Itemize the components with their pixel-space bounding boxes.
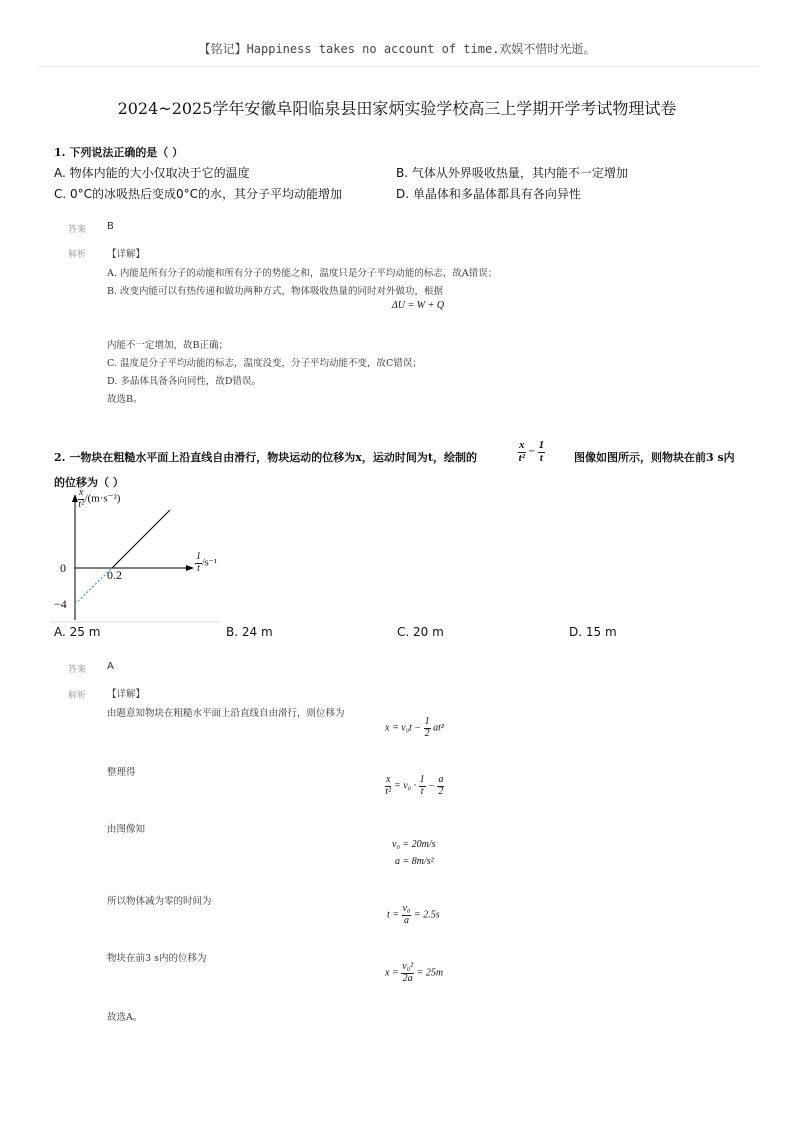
- header-divider: [38, 66, 758, 67]
- q1-line-c: C. 温度是分子平均动能的标志，温度没变，分子平均动能不变，故C错误；: [107, 358, 422, 369]
- q2-stem-b: 图像如图所示，则物块在前3 s内: [574, 451, 735, 464]
- q2-option-c: C. 20 m: [397, 625, 444, 639]
- motto: 【铭记】Happiness takes no account of time.欢娱不惜时光逝。: [198, 42, 596, 56]
- q2-formula-1: x = v₀t − $\frac{1}{2}$ at²: [385, 716, 444, 739]
- q2-stem-a: 2. 一物块在粗糙水平面上沿直线自由滑行，物块运动的位移为x，运动时间为t，绘制的: [54, 451, 477, 464]
- q2-step-2: 整理得: [107, 767, 136, 778]
- q1-answer: B: [107, 221, 114, 232]
- y-axis-label: $\frac{x}{\text{t²}}$ /(m·s⁻²): [78, 487, 121, 510]
- q1-line-a: A. 内能是所有分子的动能和所有分子的势能之和，温度只是分子平均动能的标志，故A错误；: [107, 268, 498, 279]
- q2-formula-2: $\frac{x}{\text{t²}}$ = v₀ · $\frac{1}{t}$ − $\frac{a}{2}$: [385, 774, 444, 797]
- q1-option-b: B. 气体从外界吸收热量，其内能不一定增加: [396, 166, 628, 180]
- q2-step-5: 物块在前3 s内的位移为: [107, 953, 207, 964]
- q2-formula-4: t = $\frac{\text{v₀}}{a}$ = 2.5s: [387, 903, 440, 926]
- graph-y-tick: −4: [54, 597, 67, 611]
- q1-formula: ΔU = W + Q: [391, 300, 445, 311]
- x-axis-arrow: [186, 565, 194, 571]
- q2-conclusion: 故选A。: [107, 1012, 143, 1023]
- q2-stem-frac-x: $\frac{x}{\text{t²}}$: [518, 439, 525, 464]
- q2-step-1: 由题意知物块在粗糙水平面上沿直线自由滑行，则位移为: [107, 708, 345, 719]
- q1-option-d: D. 单晶体和多晶体都具有各向异性: [396, 187, 581, 201]
- q1-line-d: D. 多晶体具备各向同性，故D错误。: [107, 376, 261, 387]
- q2-stem-minus: −: [528, 445, 535, 458]
- q1-detail-tag: 【详解】: [107, 249, 146, 260]
- q2-answer: A: [107, 661, 114, 672]
- q2-option-d: D. 15 m: [569, 625, 617, 639]
- q1-answer-label: 答案: [68, 225, 87, 235]
- q2-formula-5: x = $\frac{\text{v₀²}}{2a}$ = 25m: [385, 961, 444, 984]
- q2-answer-label: 答案: [68, 665, 87, 675]
- q1-option-c: C. 0°C的冰吸热后变成0°C的水，其分子平均动能增加: [54, 187, 343, 201]
- q2-step-3: 由图像知: [107, 824, 146, 835]
- q1-line-b: B. 改变内能可以有热传递和做功两种方式，物体吸收热量的同时对外做功，根据: [107, 286, 444, 297]
- q1-stem: 1. 下列说法正确的是（ ）: [54, 146, 184, 159]
- q1-line-b2: 内能不一定增加，故B正确；: [107, 340, 228, 351]
- q2-stem-fraction: [518, 440, 545, 464]
- q2-formula-3a: v₀ = 20m/s: [392, 839, 436, 850]
- q2-option-a: A. 25 m: [54, 625, 101, 639]
- q2-detail-tag: 【详解】: [107, 689, 146, 700]
- q2-option-b: B. 24 m: [226, 625, 273, 639]
- q1-analysis-label: 解析: [68, 250, 87, 260]
- graph-line: [112, 510, 170, 568]
- q2-formula-3b: a = 8m/s²: [395, 856, 434, 867]
- x-axis-label: $\frac{1}{t}$ /s⁻¹: [196, 551, 217, 574]
- q2-stem-frac-1t: $\frac{1}{t}$: [538, 439, 545, 464]
- q2-analysis-label: 解析: [68, 691, 87, 701]
- q2-step-4: 所以物体减为零的时间为: [107, 896, 212, 907]
- q2-stem-c: 的位移为（ ）: [54, 476, 124, 489]
- q1-option-a: A. 物体内能的大小仅取决于它的温度: [54, 166, 250, 180]
- graph-x-tick: 0.2: [107, 568, 122, 582]
- graph-origin-label: 0: [60, 561, 66, 575]
- q1-conclusion: 故选B。: [107, 394, 143, 405]
- page-title: 2024~2025学年安徽阜阳临泉县田家炳实验学校高三上学期开学考试物理试卷: [117, 99, 677, 118]
